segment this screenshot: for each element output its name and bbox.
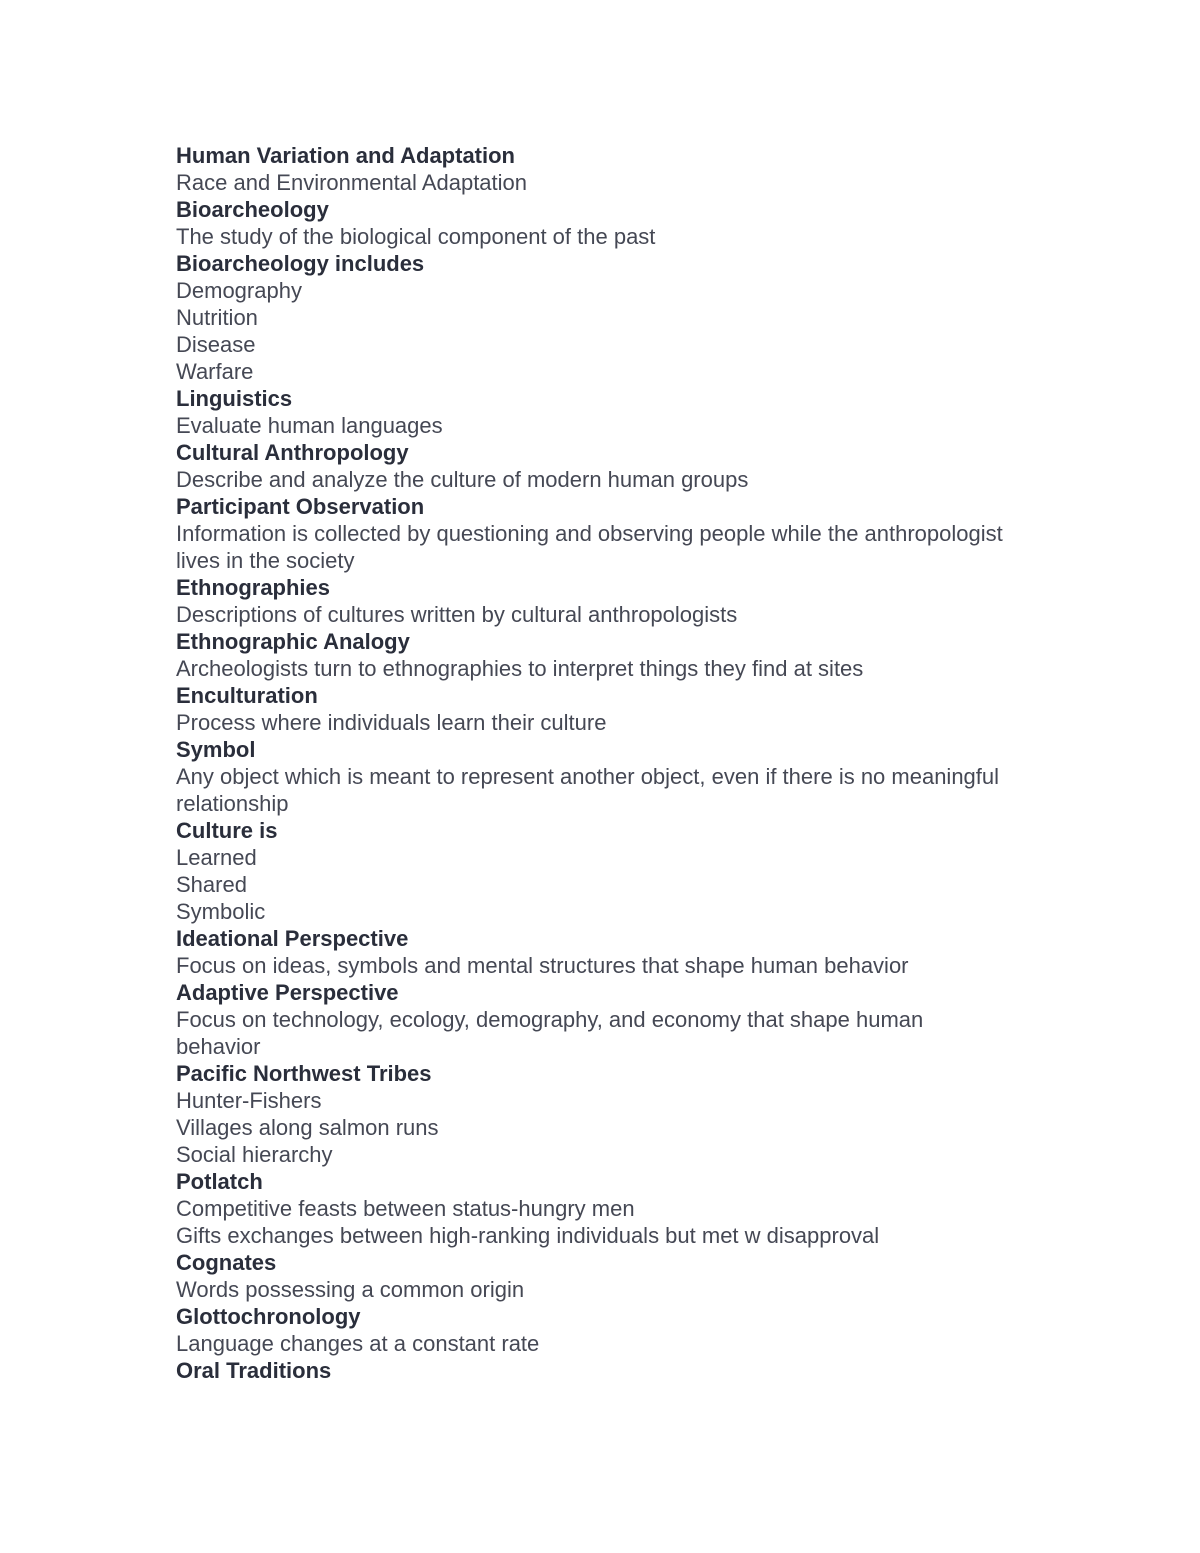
term-entry — [176, 682, 1006, 736]
term-heading: Ethnographies — [176, 575, 331, 600]
term-description-line: Competitive feasts between status-hungry men — [176, 1196, 635, 1221]
term-heading: Participant Observation — [176, 494, 425, 519]
term-heading: Symbol — [176, 737, 256, 762]
document-page — [176, 142, 1006, 1384]
term-entry — [176, 196, 1006, 250]
term-description-line: The study of the biological component of the past — [176, 224, 656, 249]
term-description-line: Words possessing a common origin — [176, 1277, 525, 1302]
term-list — [176, 142, 1006, 1384]
term-heading: Oral Traditions — [176, 1358, 332, 1383]
term-heading: Bioarcheology includes — [176, 251, 425, 276]
term-heading: Ethnographic Analogy — [176, 629, 410, 654]
term-description-line: Focus on technology, ecology, demography, and economy that shape human behavior — [176, 1007, 924, 1059]
term-description-line: Archeologists turn to ethnographies to interpret things they find at sites — [176, 656, 864, 681]
term-description-line: Learned — [176, 845, 257, 870]
term-description-line: Any object which is meant to represent another object, even if there is no meaningful relationship — [176, 764, 1000, 816]
term-entry — [176, 1303, 1006, 1357]
term-description-line: Villages along salmon runs — [176, 1115, 439, 1140]
term-entry — [176, 1249, 1006, 1303]
term-entry — [176, 385, 1006, 439]
term-heading: Culture is — [176, 818, 278, 843]
term-entry — [176, 250, 1006, 385]
term-description-line: Social hierarchy — [176, 1142, 333, 1167]
term-description-line: Focus on ideas, symbols and mental structures that shape human behavior — [176, 953, 909, 978]
term-description-line: Symbolic — [176, 899, 266, 924]
term-heading: Pacific Northwest Tribes — [176, 1061, 432, 1086]
term-heading: Human Variation and Adaptation — [176, 143, 515, 168]
term-description-line: Process where individuals learn their culture — [176, 710, 607, 735]
term-description-line: Disease — [176, 332, 256, 357]
term-description-line: Warfare — [176, 359, 254, 384]
term-heading: Cognates — [176, 1250, 277, 1275]
term-entry — [176, 817, 1006, 925]
term-description-line: Gifts exchanges between high-ranking individuals but met w disapproval — [176, 1223, 880, 1248]
term-description-line: Shared — [176, 872, 247, 897]
term-description-line: Information is collected by questioning and observing people while the anthropologist lives in the society — [176, 521, 1003, 573]
term-entry — [176, 736, 1006, 817]
term-entry — [176, 142, 1006, 196]
term-description-line: Nutrition — [176, 305, 258, 330]
term-entry — [176, 574, 1006, 628]
term-entry — [176, 1168, 1006, 1249]
term-description-line: Hunter-Fishers — [176, 1088, 322, 1113]
term-description-line: Race and Environmental Adaptation — [176, 170, 528, 195]
term-description-line: Descriptions of cultures written by cultural anthropologists — [176, 602, 738, 627]
term-entry — [176, 1357, 1006, 1384]
term-heading: Potlatch — [176, 1169, 263, 1194]
term-entry — [176, 979, 1006, 1060]
term-heading: Linguistics — [176, 386, 293, 411]
term-description-line: Language changes at a constant rate — [176, 1331, 540, 1356]
term-heading: Cultural Anthropology — [176, 440, 409, 465]
term-description-line: Evaluate human languages — [176, 413, 443, 438]
term-entry — [176, 1060, 1006, 1168]
term-heading: Enculturation — [176, 683, 318, 708]
term-heading: Adaptive Perspective — [176, 980, 399, 1005]
term-heading: Bioarcheology — [176, 197, 329, 222]
term-entry — [176, 628, 1006, 682]
term-description-line: Describe and analyze the culture of modern human groups — [176, 467, 749, 492]
term-description-line: Demography — [176, 278, 302, 303]
term-entry — [176, 493, 1006, 574]
term-heading: Glottochronology — [176, 1304, 361, 1329]
term-entry — [176, 925, 1006, 979]
term-entry — [176, 439, 1006, 493]
term-heading: Ideational Perspective — [176, 926, 409, 951]
